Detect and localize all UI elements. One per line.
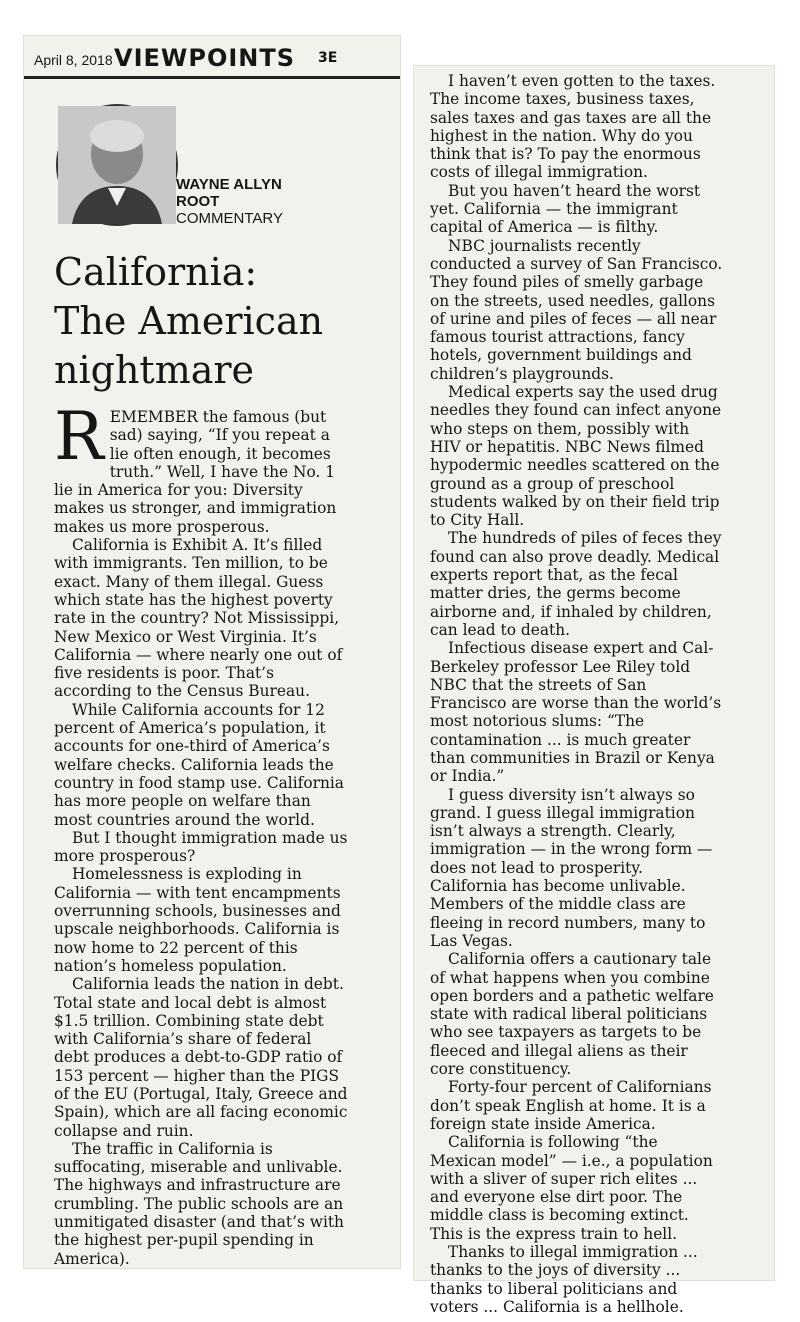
body-paragraph: California leads the nation in debt. Total state and local debt is almost $1.5 trillion. Combining state debt with California’s share of federal debt produces a debt-to-GDP ratio of 153 percent — higher than the PIGS of the EU (Portugal, Italy, Greece and Spain), which are all facing economic collapse and ruin. — [54, 975, 348, 1140]
article-column-left — [54, 398, 349, 1268]
headline-line-3: nightmare — [54, 348, 255, 392]
lead-paragraph — [54, 398, 349, 536]
right-clipping — [414, 66, 774, 1316]
author-name — [176, 176, 282, 210]
body-paragraph: Infectious disease expert and Cal-Berkeley professor Lee Riley told NBC that the streets of San Francisco are worse than the world’s most notorious slums: “The contamination ... is much greater than communities in Brazil or Kenya or India.” — [430, 639, 722, 786]
body-paragraph: The traffic in California is suffocating, miserable and unlivable. The highways and infrastructure are crumbling. The public schools are an unmitigated disaster (and that’s with the highest per-pupil spending in America). — [54, 1139, 344, 1268]
author-name-line-1: WAYNE ALLYN — [176, 176, 282, 193]
commentary-label: COMMENTARY — [176, 210, 283, 227]
body-paragraph: But you haven’t heard the worst yet. California — the immigrant capital of America — is filthy. — [430, 181, 701, 237]
headline-line-1: California: — [54, 250, 258, 294]
body-paragraph: The hundreds of piles of feces they found can also prove deadly. Medical experts report that, as the fecal matter dries, the germs become airborne and, if inhaled by children, can lead to death. — [430, 529, 722, 639]
section-title: VIEWPOINTS — [114, 44, 296, 72]
lead-text: EMEMBER the famous (but sad) saying, “If you repeat a lie often enough, it becomes truth.” Well, I have the No. 1 lie in America for you: Diversity makes us stronger, and immigration makes us more prosperous. — [54, 408, 337, 536]
body-paragraph: California is Exhibit A. It’s filled with immigrants. Ten million, to be exact. Many of them illegal. Guess which state has the highest poverty rate in the country? Not Mississippi, New Mexico or West Virginia. It’s California — where nearly one out of five residents is poor. That’s according to the Census Bureau. — [54, 536, 343, 701]
author-photo — [56, 104, 178, 226]
issue-date: April 8, 2018 — [34, 52, 113, 68]
headline-line-2: The American — [54, 299, 324, 343]
author-name-line-2: ROOT — [176, 193, 220, 210]
masthead — [24, 36, 400, 79]
body-paragraph: Homelessness is exploding in California — with tent encampments overrunning schools, businesses and upscale neighborhoods. California is now home to 22 percent of this nation’s homeless population. — [54, 865, 341, 975]
left-clipping — [24, 36, 400, 1268]
body-paragraph: NBC journalists recently conducted a survey of San Francisco. They found piles of smelly garbage on the streets, used needles, gallons of urine and piles of feces — all near famous tourist attractions, fancy hotels, government buildings and children’s playgrounds. — [430, 236, 723, 383]
body-paragraph: But I thought immigration made us more prosperous? — [54, 828, 348, 866]
body-paragraph: California is following “the Mexican model” — i.e., a population with a sliver of super rich elites ... and everyone else dirt poor. The middle class is becoming extinct. This is the express train to hell. — [430, 1133, 713, 1243]
body-paragraph: Medical experts say the used drug needles they found can infect anyone who steps on them, possibly with HIV or hepatitis. NBC News filmed hypodermic needles scattered on the ground as a group of preschool students walked by on their field trip to City Hall. — [430, 383, 722, 530]
headline — [54, 248, 374, 395]
body-paragraph: California offers a cautionary tale of what happens when you combine open borders and a pathetic welfare state with radical liberal politicians who see taxpayers as targets to be fleeced and illegal aliens as their core constituency. — [430, 950, 714, 1079]
body-paragraph: I guess diversity isn’t always so grand. I guess illegal immigration isn’t always a strength. Clearly, immigration — in the wrong form — does not lead to prosperity. California has become unlivable. Members of the middle class are fleeing in record numbers, many to Las Vegas. — [430, 785, 713, 950]
body-paragraph: Thanks to illegal immigration ... thanks to the joys of diversity ... thanks to liberal politicians and voters ... California is a hellhole. — [430, 1243, 698, 1316]
body-paragraph: Forty-four percent of Californians don’t speak English at home. It is a foreign state inside America. — [430, 1078, 712, 1133]
page-number: 3E — [318, 50, 338, 66]
article-column-right — [430, 72, 724, 1316]
drop-cap: R — [54, 398, 104, 475]
body-paragraph: While California accounts for 12 percent of America’s population, it accounts for one-third of America’s welfare checks. California leads the country in food stamp use. California has more people on welfare than most countries around the world. — [54, 700, 344, 829]
body-paragraph: I haven’t even gotten to the taxes. The income taxes, business taxes, sales taxes and gas taxes are all the highest in the nation. Why do you think that is? To pay the enormous costs of illegal immigration. — [430, 72, 716, 182]
